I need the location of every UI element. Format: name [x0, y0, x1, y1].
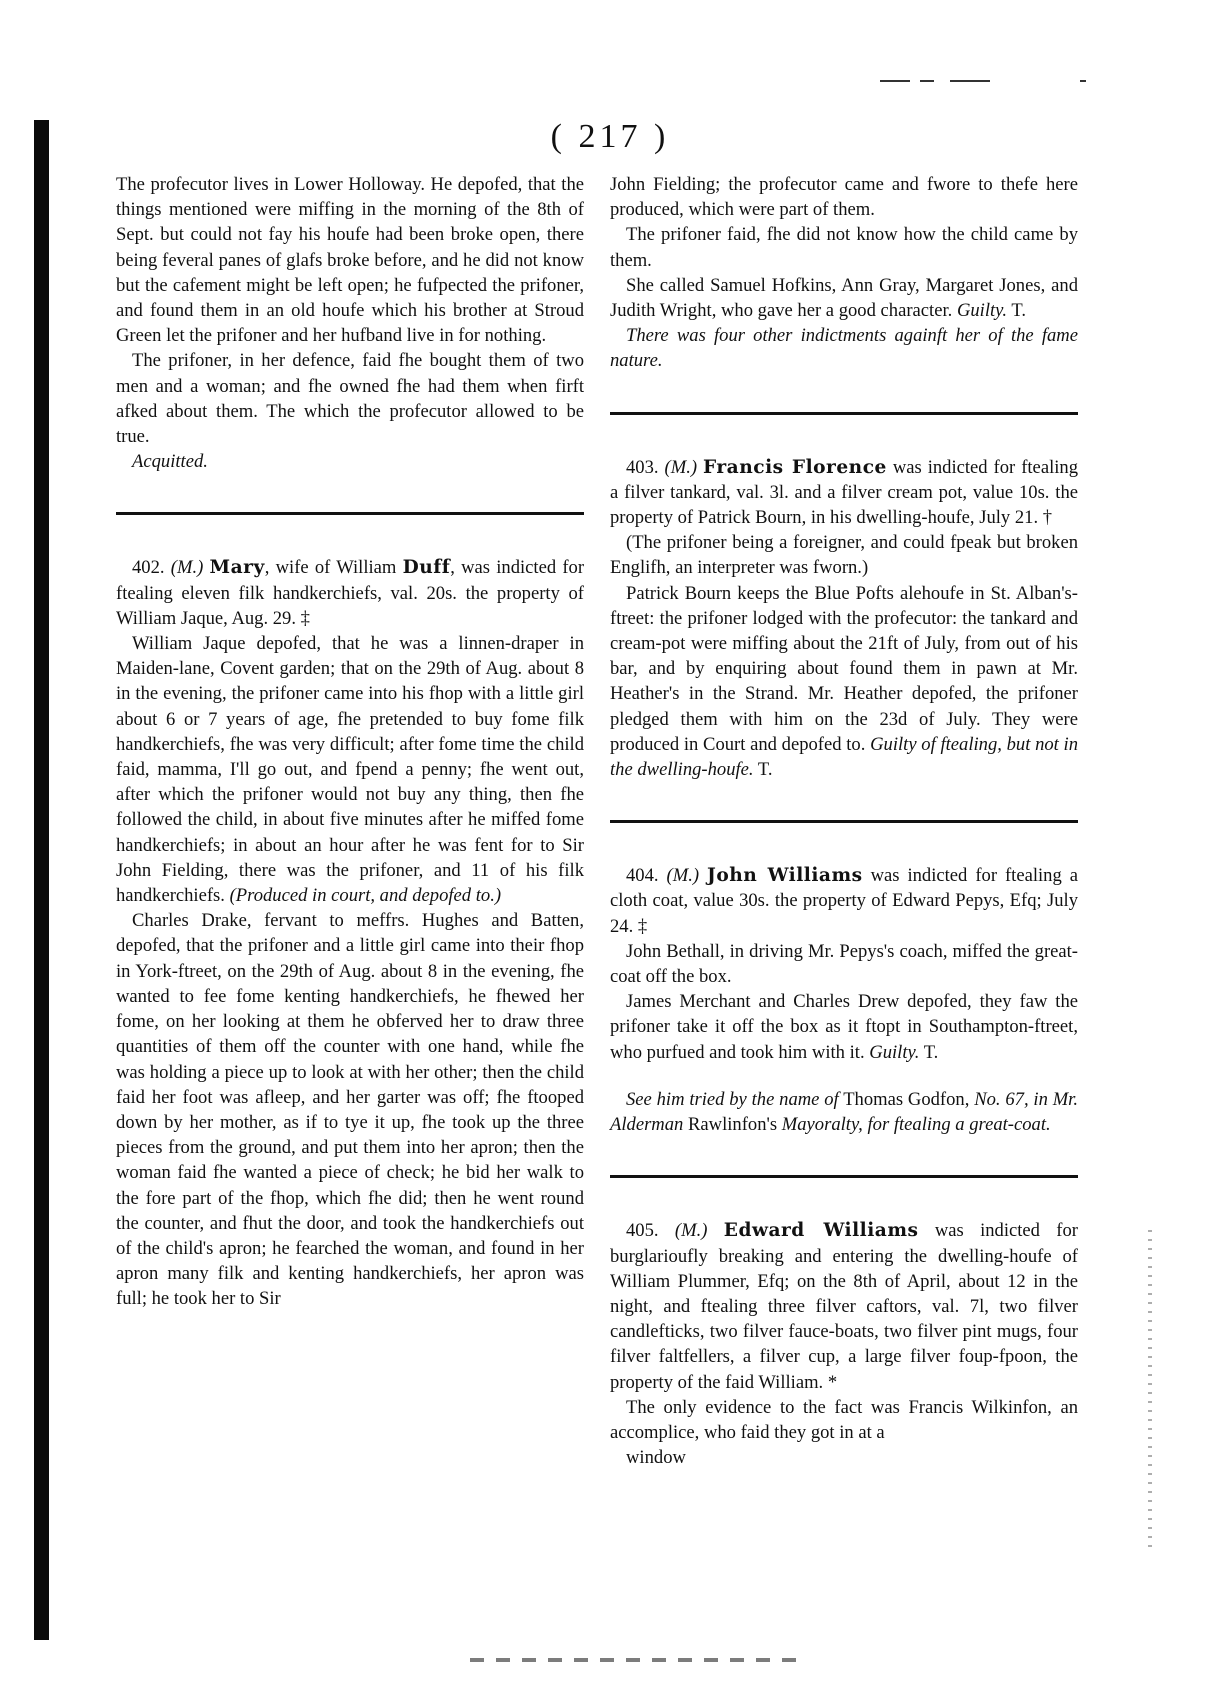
section-divider	[610, 1175, 1078, 1178]
right-column	[610, 172, 1078, 1470]
paragraph: John Bethall, in driving Mr. Pepys's coach, miffed the great-coat off the box.	[610, 940, 1078, 988]
cross-reference-note	[610, 1087, 1078, 1137]
paragraph: John Fielding; the profecutor came and fwore to thefe here produced, which were part of them.	[610, 174, 1078, 221]
note-name: Rawlinfon's	[688, 1114, 778, 1136]
paragraph: (The prifoner being a foreigner, and could fpeak but broken Englifh, an interpreter was fworn.)	[610, 532, 1078, 579]
testimony-text: James Merchant and Charles Drew depofed, they faw the prifoner take it off the box as it ftopt in Southampton-ftreet, who purfued and took him with it.	[610, 991, 1078, 1063]
verdict: Guilty.	[869, 1041, 920, 1063]
verdict: Acquitted.	[132, 451, 208, 473]
defendant-name: John Williams	[707, 865, 863, 887]
note-text: No. 67, in Mr. Alderman	[610, 1088, 1079, 1136]
case-405-heading	[610, 1218, 1078, 1394]
binding-shadow	[34, 120, 49, 1640]
court-tag: (M.)	[666, 865, 700, 887]
case-402-heading	[116, 555, 584, 631]
catchword: window	[626, 1447, 686, 1469]
case-number: 405.	[626, 1220, 659, 1242]
bottom-scan-marks	[470, 1658, 800, 1662]
section-divider	[610, 820, 1078, 823]
testimony-paragraph	[610, 581, 1078, 783]
note-text: See him tried by the name of	[626, 1088, 839, 1110]
case-number: 403.	[626, 456, 659, 478]
paragraph	[610, 273, 1078, 323]
defendant-surname: Duff	[402, 557, 451, 579]
paragraph: The profecutor lives in Lower Holloway. He depofed, that the things mentioned were miffing in the morning of the 8th of Sept. but could not fay his houfe had been broke open, there being feveral panes of glafs broke before, and he did not know but the cafement might be left open; he fufpected the prifoner, and found them in an old houfe which his brother at Stroud Green let the prifoner and her hufband live in for nothing.	[116, 174, 584, 347]
case-text: was indicted for ftealing a filver tankard, val. 3l. and a filver cream pot, value 10s. the property of Patrick Bourn, in his dwelling-houfe, July 21. †	[610, 456, 1078, 529]
testimony-text: William Jaque depofed, that he was a linnen-draper in Maiden-lane, Covent garden; that on the 29th of Aug. about 8 in the evening, the prifoner came into his fhop with a little girl about 6 or 7 years of age, fhe pretended to buy fome filk handkerchiefs, fhe was very difficult; after fome time the child faid, mamma, I'll go out, and fpend a penny; fhe went out, after which the prifoner would not buy any thing, then fhe followed the child, in about five minutes after he miffed fome handkerchiefs; in about an hour after he was fent for to Sir John Fielding, there was the prifoner, and 11 of his filk handkerchiefs.	[116, 633, 584, 907]
defendant-name: Mary	[209, 557, 265, 579]
case-number: 402.	[132, 557, 165, 579]
paragraph: The prifoner, in her defence, faid fhe bought them of two men and a woman; and fhe owned fhe had them when firft afked about them. The which the profecutor allowed to be true.	[116, 350, 584, 448]
testimony-text: Patrick Bourn keeps the Blue Pofts alehoufe in St. Alban's-ftreet: the prifoner lodged with the profecutor: the tankard and cream-pot were miffing about the 21ft of July, from out of his bar, and by enquiring about found them in pawn at Mr. Heather's in the Strand. Mr. Heather depofed, the prifoner pledged them with him on the 23d of July. They were produced in Court and depofed to.	[610, 582, 1078, 755]
top-scan-marks	[880, 76, 1100, 86]
testimony-paragraph	[116, 631, 584, 908]
court-tag: (M.)	[170, 557, 204, 579]
sentence-mark: T.	[757, 759, 773, 781]
court-tag: (M.)	[674, 1220, 708, 1242]
verdict: Guilty of ftealing, but not in the dwelling-houfe.	[610, 733, 1078, 781]
scan-noise	[1148, 1230, 1152, 1550]
paragraph-text: She called Samuel Hofkins, Ann Gray, Margaret Jones, and Judith Wright, who gave her a good character.	[610, 274, 1078, 322]
case-text: , wife of William	[264, 557, 403, 579]
paragraph: The prifoner faid, fhe did not know how the child came by them.	[610, 224, 1078, 271]
testimony-paragraph: The only evidence to the fact was Francis Wilkinfon, an accomplice, who faid they got in at a	[610, 1396, 1078, 1443]
sentence-mark: T.	[1011, 300, 1026, 322]
section-divider	[116, 512, 584, 515]
note-name: Thomas Godfon,	[843, 1088, 970, 1110]
defendant-name: Francis Florence	[703, 456, 887, 478]
case-text: was indicted for ftealing a cloth coat, value 30s. the property of Edward Pepys, Efq; July 24. ‡	[610, 865, 1078, 937]
note-text: for ftealing a great-coat.	[867, 1114, 1051, 1136]
note-text: Mayoralty,	[781, 1114, 863, 1136]
left-column	[116, 172, 584, 1312]
italic-note: (Produced in court, and depofed to.)	[229, 885, 502, 907]
testimony-paragraph: Charles Drake, fervant to meffrs. Hughes and Batten, depofed, that the prifoner and a little girl came into their fhop in York-ftreet, on the 29th of Aug. about 8 in the evening, fhe wanted to fee fome kenting handkerchiefs, he fhewed her fome, on her looking at them he obferved her to draw three quantities of them off the counter with one hand, while fhe was holding a piece up to look at with her other; then the child faid her foot was afleep, and her garter was off; fhe ftooped down by her mother, as if to tye it up, fhe took up the three pieces from the ground, and put them into her apron; then the woman faid fhe wanted a piece of check; he bid her walk to the fore part of the fhop, which fhe did; then he went round the counter, and fhut the door, and took the handkerchiefs out of the child's apron; he fearched the woman, and found in her apron many filk and kenting handkerchiefs, her apron was full; he took her to Sir	[116, 910, 584, 1310]
page-number: ( 217 )	[550, 118, 670, 155]
defendant-name: Edward Williams	[723, 1220, 919, 1242]
case-text: was indicted for burglarioufly breaking and entering the dwelling-houfe of William Plummer, Efq; on the 8th of April, about 12 in the night, and ftealing three filver caftors, val. 7l, two filver candlefticks, two filver fauce-boats, two filver pint mugs, four filver faltfellers, a filver cup, a large filver foup-fpoon, the property of the faid William. *	[610, 1220, 1078, 1393]
testimony-paragraph	[610, 989, 1078, 1065]
case-404-heading	[610, 863, 1078, 939]
verdict: Guilty.	[956, 300, 1008, 322]
note: There was four other indictments againft her of the fame nature.	[610, 325, 1078, 372]
court-tag: (M.)	[664, 456, 698, 478]
section-divider	[610, 412, 1078, 415]
case-number: 404.	[626, 865, 659, 887]
sentence-mark: T.	[923, 1041, 939, 1063]
case-403-heading	[610, 455, 1078, 531]
case-text: , was indicted for ftealing eleven filk handkerchiefs, val. 20s. the property of William Jaque, Aug. 29. ‡	[116, 557, 585, 629]
